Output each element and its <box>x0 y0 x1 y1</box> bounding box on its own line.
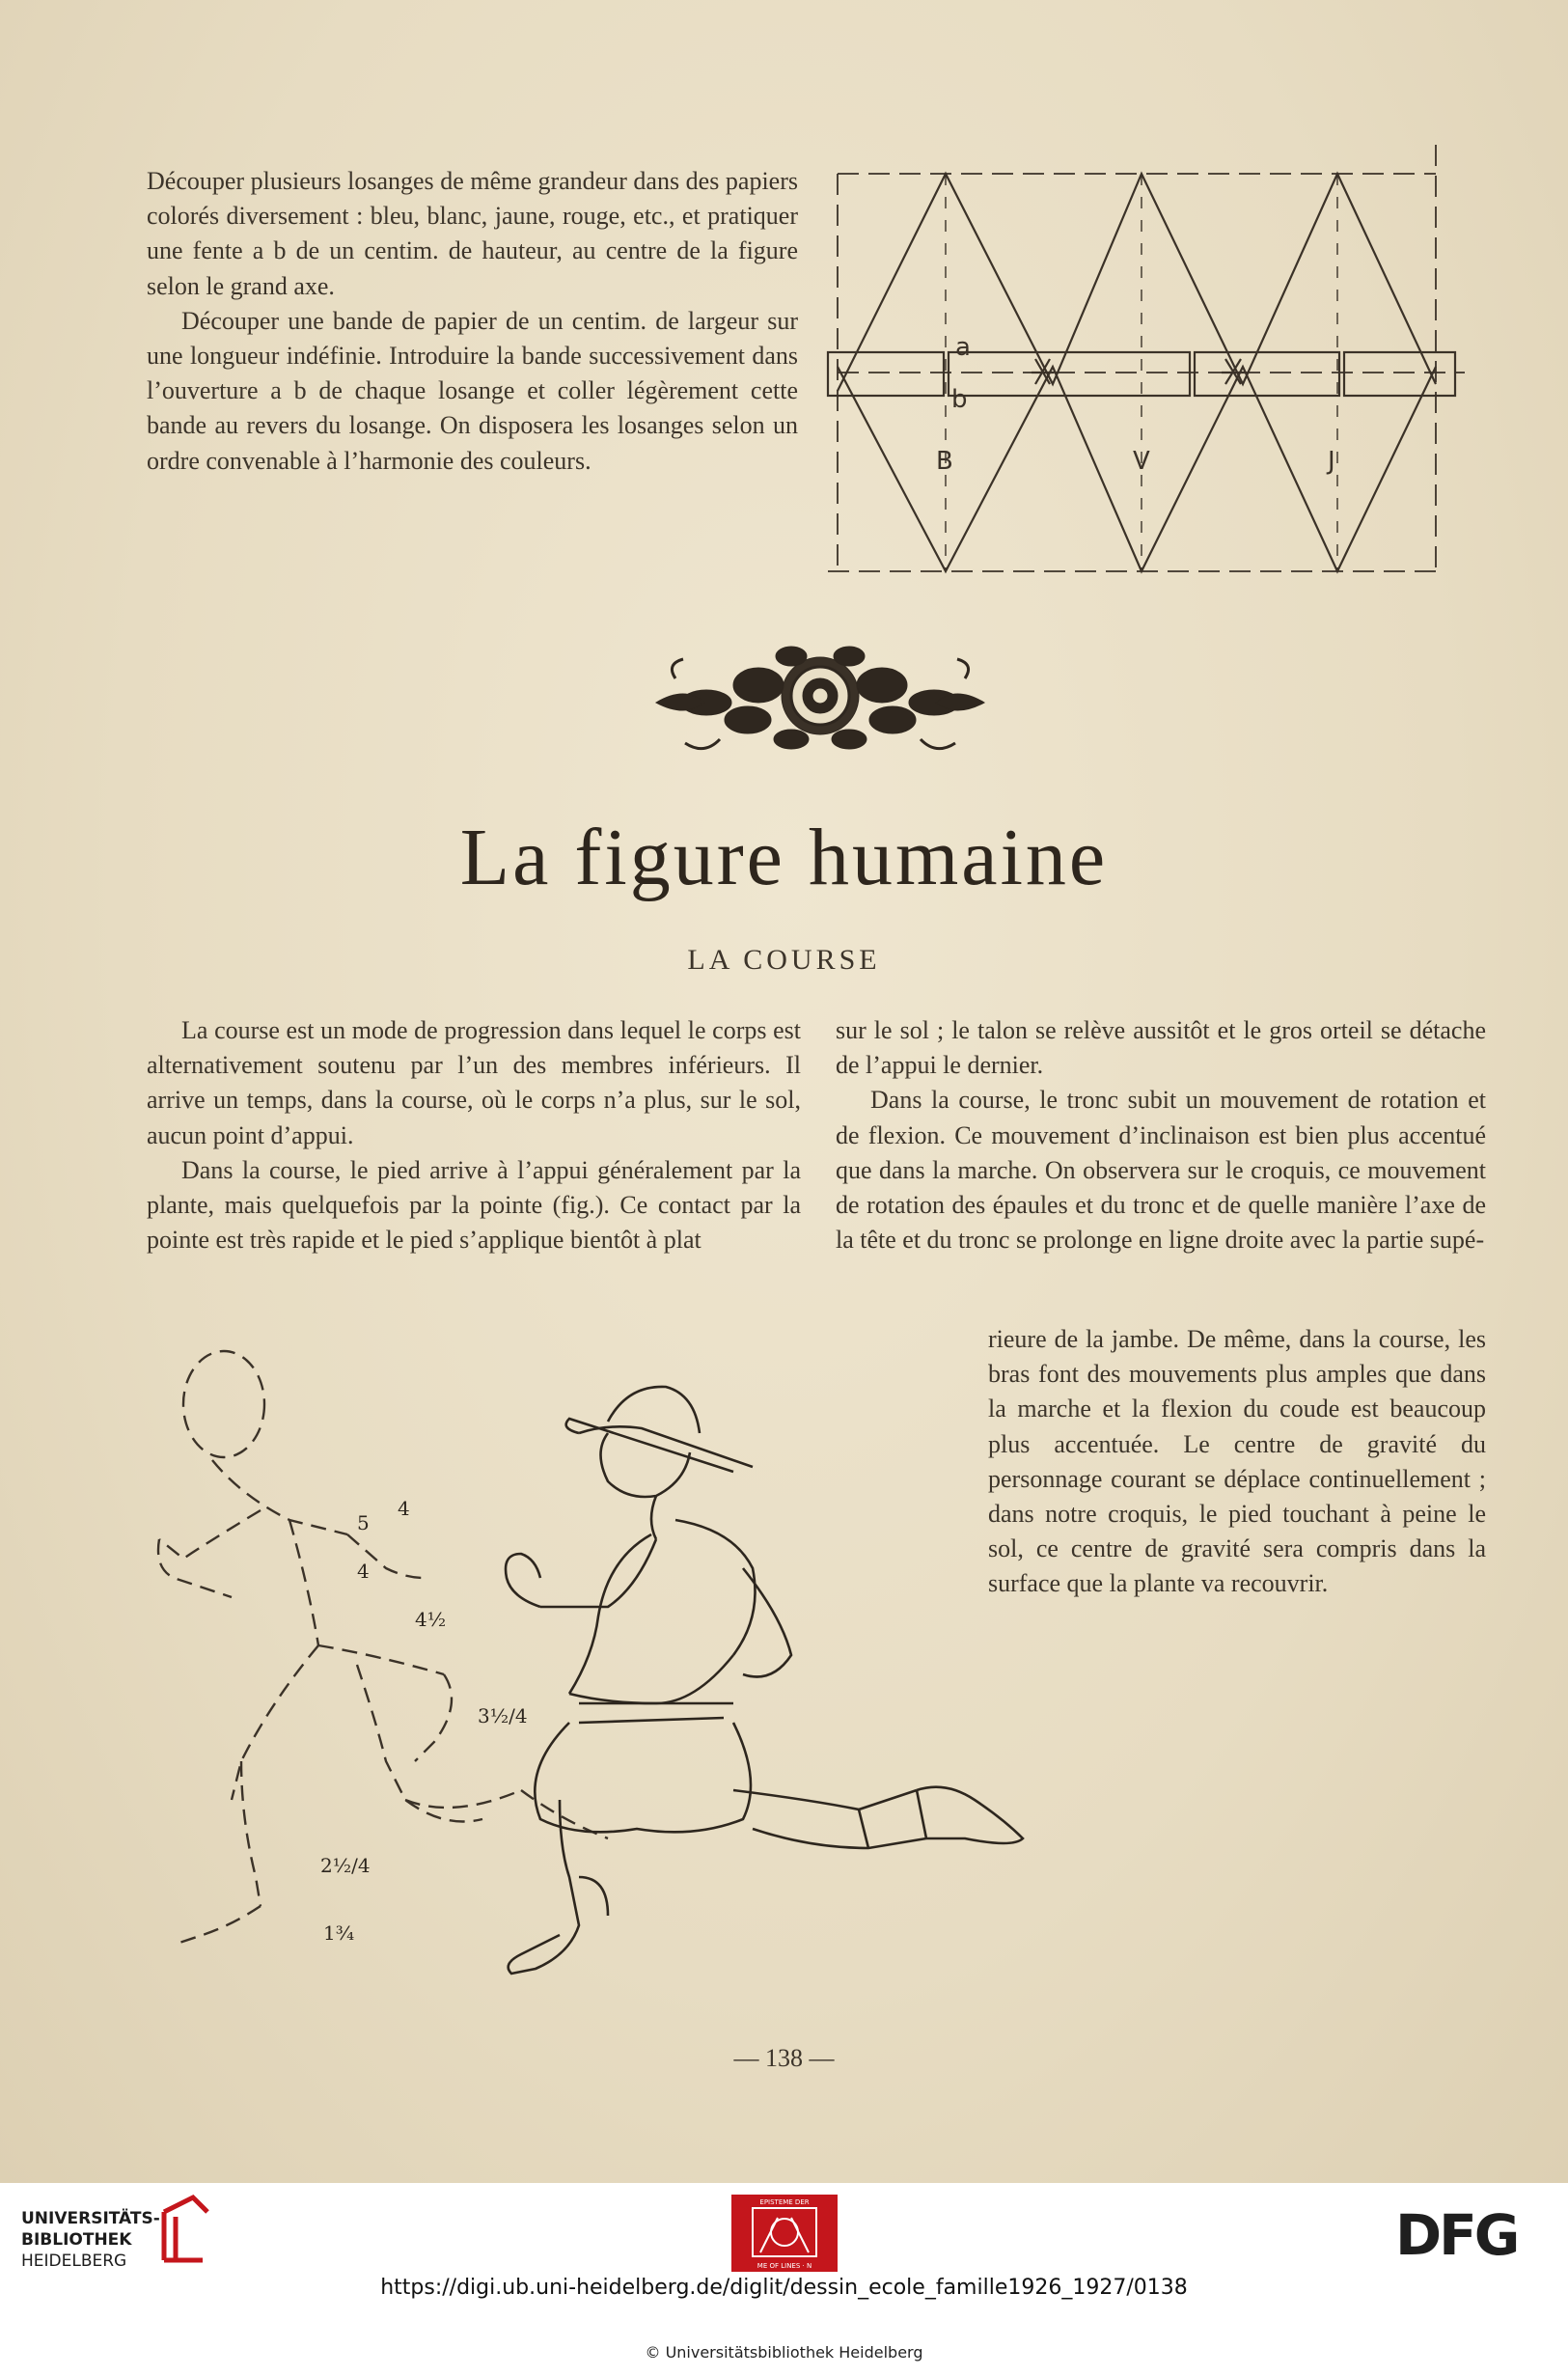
figure-label-4-b: 4 <box>398 1497 410 1520</box>
permalink-url[interactable]: https://digi.ub.uni-heidelberg.de/diglit/dessin_ecole_famille1926_1927/0138 <box>380 2276 1188 2300</box>
figure-label-2-half-4: 2½/4 <box>320 1854 371 1877</box>
copyright-notice: © Universitätsbibliothek Heidelberg <box>645 2343 923 2362</box>
page-title: La figure humaine <box>459 813 1109 902</box>
lozenge-diagram <box>809 135 1465 560</box>
diagram-label-yellow: J <box>1328 447 1335 476</box>
left-paragraph-1: La course est un mode de progression dans lequel le corps est alternativement soutenu par l’un des membres inférieurs. Il arrive un temps, dans la course, où le corps n’a plus, sur le sol, aucun point d’appui. <box>147 1016 801 1149</box>
left-column <box>147 1013 801 1257</box>
library-name <box>21 2208 160 2272</box>
intro-paragraph-1: Découper plusieurs losanges de même grandeur dans des papiers colorés diversement : bleu, blanc, jaune, rouge, etc., et pratiquer une fente a b de un centim. de hauteur, au centre de la figure selon le grand axe. <box>147 167 798 300</box>
diagram-label-blue: B <box>936 447 953 476</box>
figure-label-4: 4 <box>357 1560 370 1583</box>
episteme-logo-icon <box>731 2195 838 2272</box>
figure-label-5: 5 <box>357 1511 370 1534</box>
dfg-logo: DFG <box>1395 2202 1518 2268</box>
intro-text <box>147 164 798 479</box>
library-logo-icon <box>154 2193 212 2270</box>
library-name-line-2: BIBLIOTHEK <box>21 2230 132 2250</box>
section-subtitle: LA COURSE <box>687 944 881 976</box>
page-number: — 138 — <box>733 2044 835 2072</box>
diagram-label-a: a <box>955 333 971 362</box>
library-name-line-3: HEIDELBERG <box>21 2252 127 2271</box>
episteme-logo-top-text: EPISTEME DER <box>759 2198 810 2206</box>
floral-ornament <box>646 635 994 760</box>
right-paragraph-2: Dans la course, le tronc subit un mouvement de rotation et de flexion. Ce mouvement d’inclinaison est bien plus accentué que dans la marche. On observera sur le croquis, ce mouvement de rotation des épaules et du tronc et de quelle manière l’axe de la tête et du tronc se prolonge en ligne droite avec la partie supé- <box>836 1086 1486 1255</box>
diagram-label-white: V <box>1133 447 1150 476</box>
library-name-line-1: UNIVERSITÄTS- <box>21 2209 160 2228</box>
right-column-top <box>836 1013 1486 1257</box>
right-paragraph-1: sur le sol ; le talon se relève aussitôt et le gros orteil se détache de l’appui le dernier. <box>836 1016 1486 1080</box>
diagram-label-b: b <box>951 385 968 414</box>
running-figure-illustration <box>154 1337 1197 2012</box>
left-paragraph-2: Dans la course, le pied arrive à l’appui généralement par la plante, mais quelquefois par la pointe (fig.). Ce contact par la pointe est très rapide et le pied s’applique bientôt à plat <box>147 1155 801 1255</box>
right-paragraph-3: rieure de la jambe. De même, dans la course, les bras font des mouvements plus amples que dans la marche et la flexion du coude est beaucoup plus accentuée. Le centre de gravité du personnage courant se déplace continuellement ; dans notre croquis, le pied touchant à peine le sol, ce centre de gravité sera compris dans la surface que la plante va recouvrir. <box>988 1325 1486 1598</box>
figure-label-1-3-4: 1¾ <box>323 1921 355 1945</box>
figure-label-3-half-4: 3½/4 <box>478 1704 528 1727</box>
figure-label-4-half: 4½ <box>415 1608 447 1631</box>
episteme-logo-bottom-text: ME OF LINES · N <box>756 2262 812 2270</box>
intro-paragraph-2: Découper une bande de papier de un centim. de largeur sur une longueur indéfinie. Introduire la bande successivement dans l’ouverture a b de chaque losange et coller légèrement cette bande au revers du losange. On disposera les losanges selon un ordre convenable à l’harmonie des couleurs. <box>147 306 798 475</box>
